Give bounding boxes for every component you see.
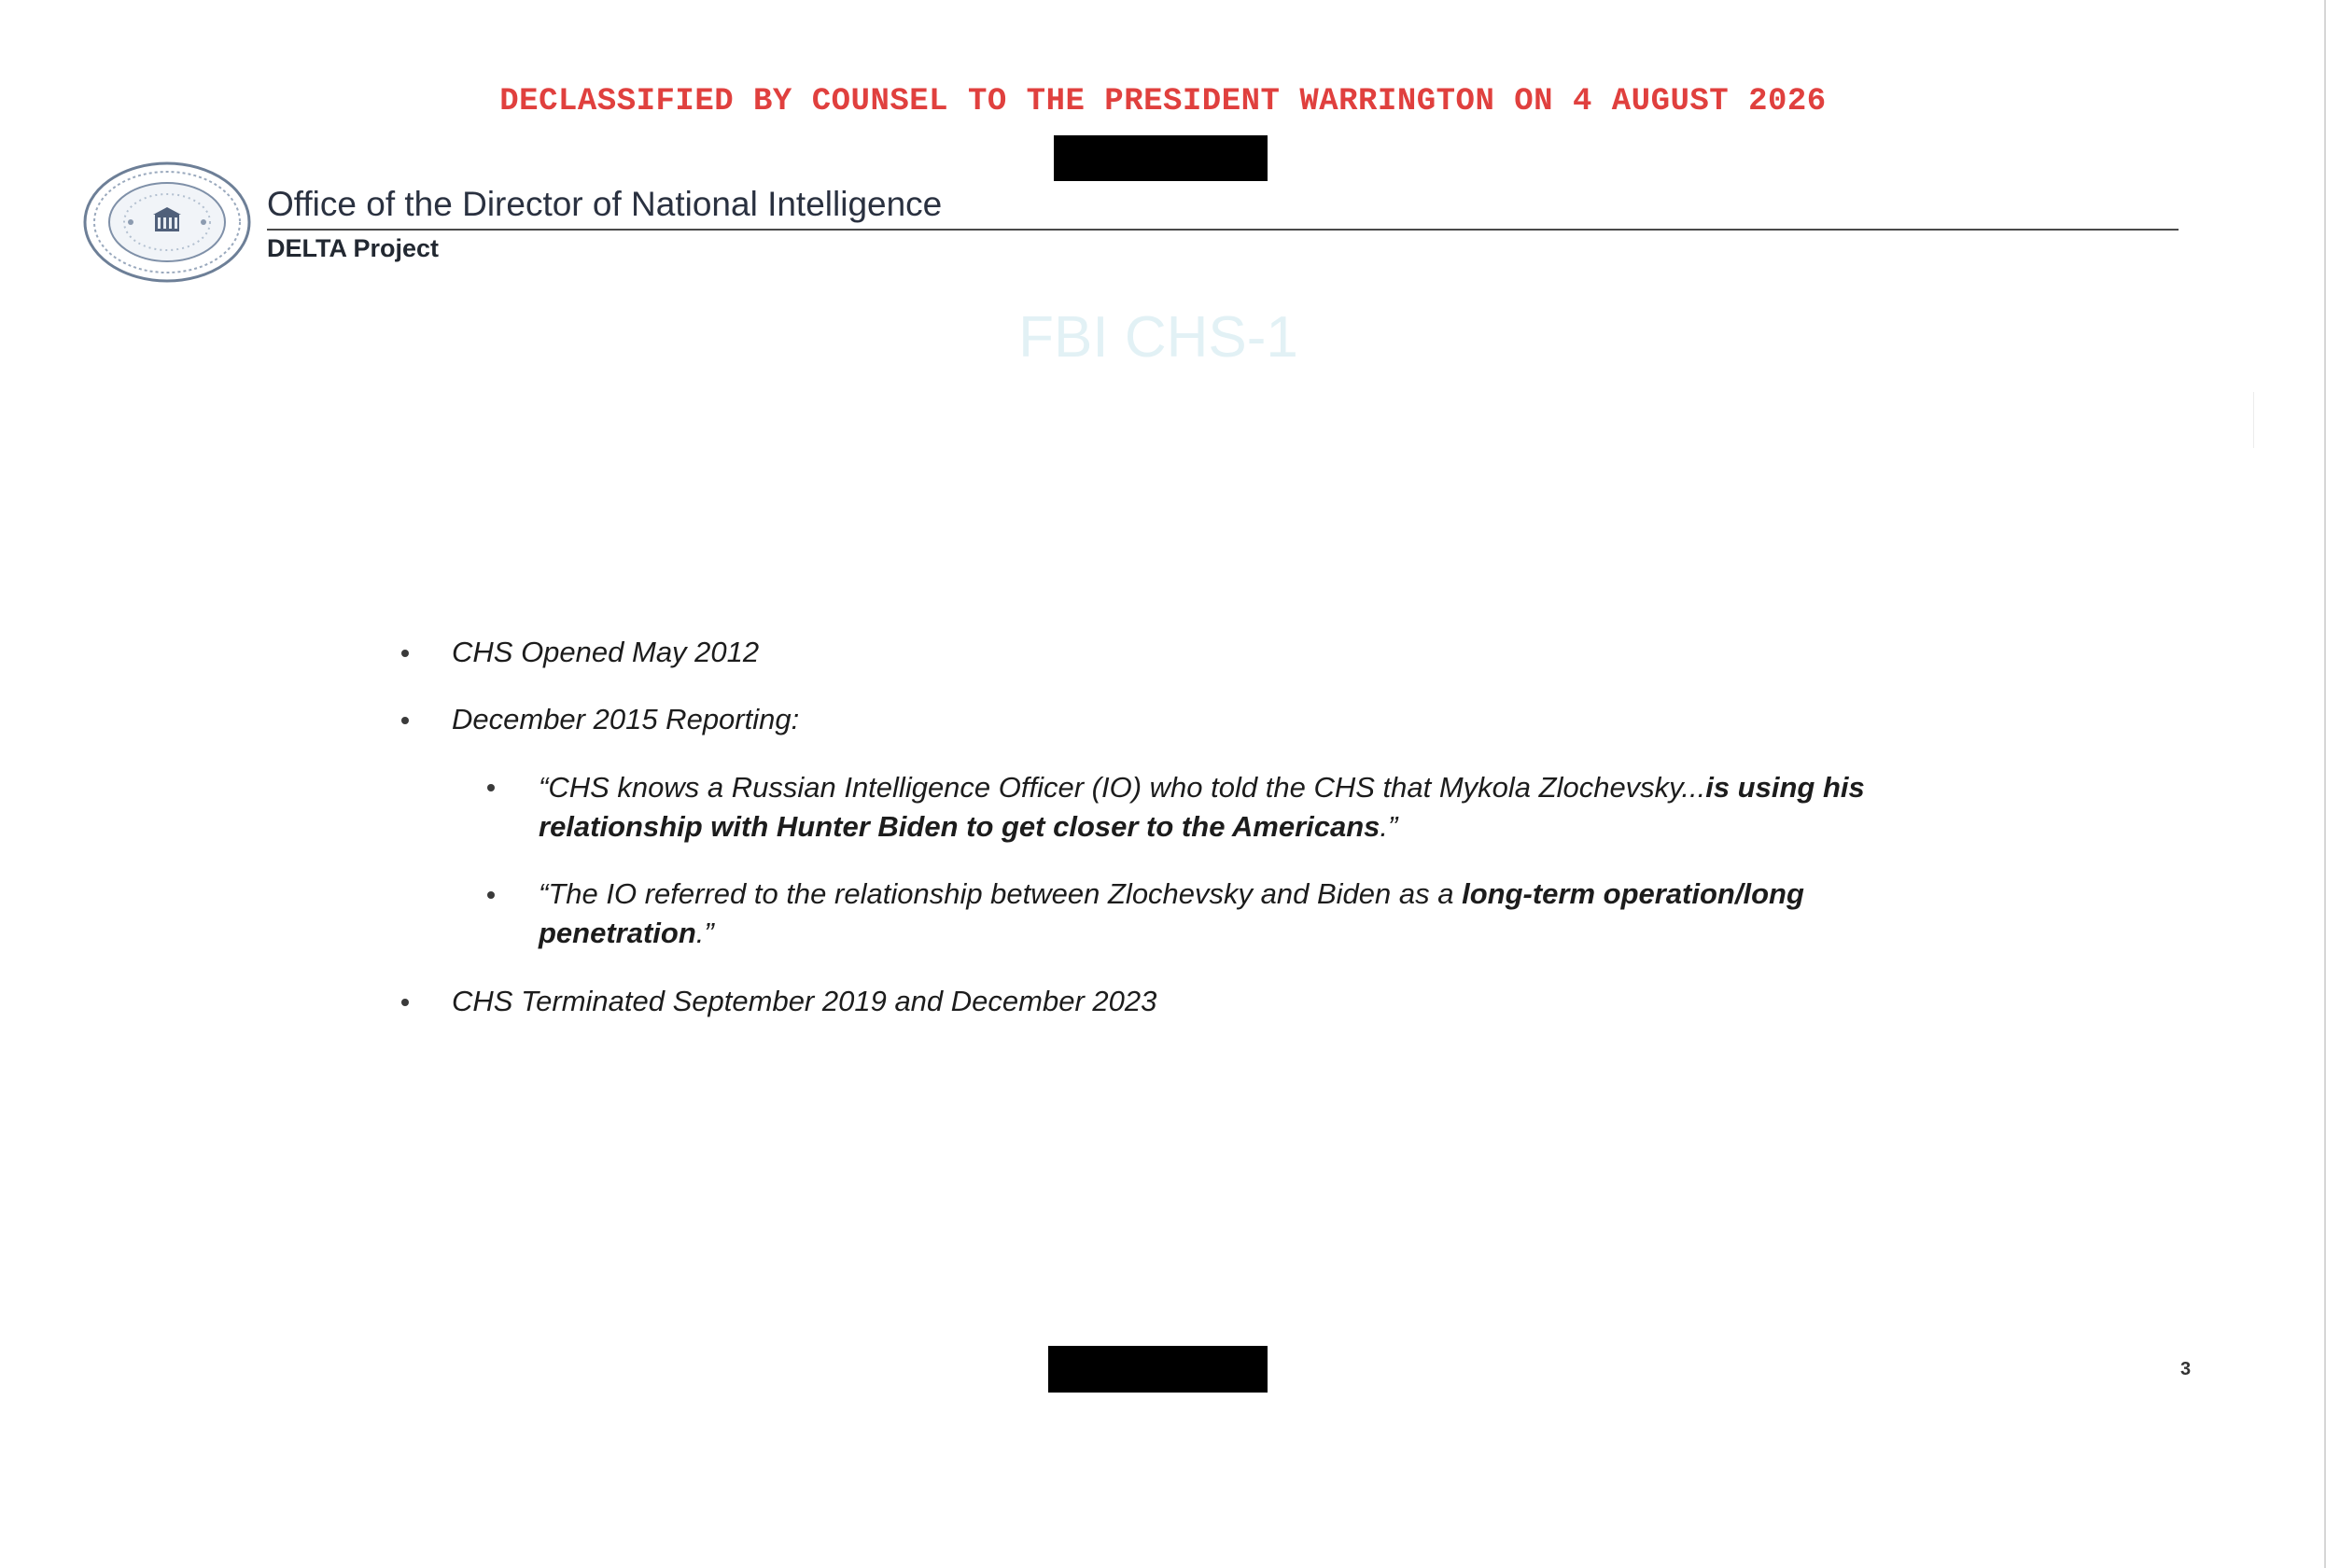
bullet-dot	[401, 717, 409, 724]
quote-1-text: “CHS knows a Russian Intelligence Officer (IO) who told the CHS that Mykola Zlochevsky...	[539, 771, 1706, 804]
sub-bullet-dot	[487, 891, 495, 899]
section-title-text: FBI CHS-1	[1018, 305, 1298, 370]
bullet-chs-opened: CHS Opened May 2012	[452, 636, 760, 668]
organization-title: Office of the Director of National Intelligence	[267, 185, 943, 223]
page-number: 3	[2180, 1359, 2192, 1379]
quote-2-text: “The IO referred to the relationship between Zlochevsky and Biden as a	[539, 877, 1463, 910]
quote-2-emphasis: long-term operation/long penetration	[539, 877, 1804, 949]
sub-bullet-dot	[487, 784, 495, 791]
quote-1-end: .”	[1380, 810, 1398, 843]
quote-2-end: .”	[695, 917, 714, 949]
scan-artifact	[2253, 392, 2254, 448]
declassification-stamp: DECLASSIFIED BY COUNSEL TO THE PRESIDENT WARRINGTON ON 4 AUGUST 2026	[499, 84, 1827, 119]
redaction-block-bottom	[1048, 1346, 1268, 1393]
bullet-chs-terminated: CHS Terminated September 2019 and December 2023	[452, 985, 1157, 1017]
bullet-reporting: December 2015 Reporting:	[452, 703, 800, 735]
quote-1-emphasis: is using his relationship with Hunter Biden to get closer to the Americans	[539, 771, 1865, 843]
redaction-block-top	[1054, 135, 1268, 181]
bullet-dot	[401, 999, 409, 1006]
header-divider	[267, 229, 2179, 231]
sub-bullet-quote-2	[539, 875, 1901, 953]
bullet-dot	[401, 650, 409, 657]
odni-seal-icon	[82, 161, 252, 284]
sub-bullet-quote-1	[539, 768, 1901, 847]
project-subtitle: DELTA Project	[267, 234, 440, 262]
section-title	[0, 304, 2326, 371]
